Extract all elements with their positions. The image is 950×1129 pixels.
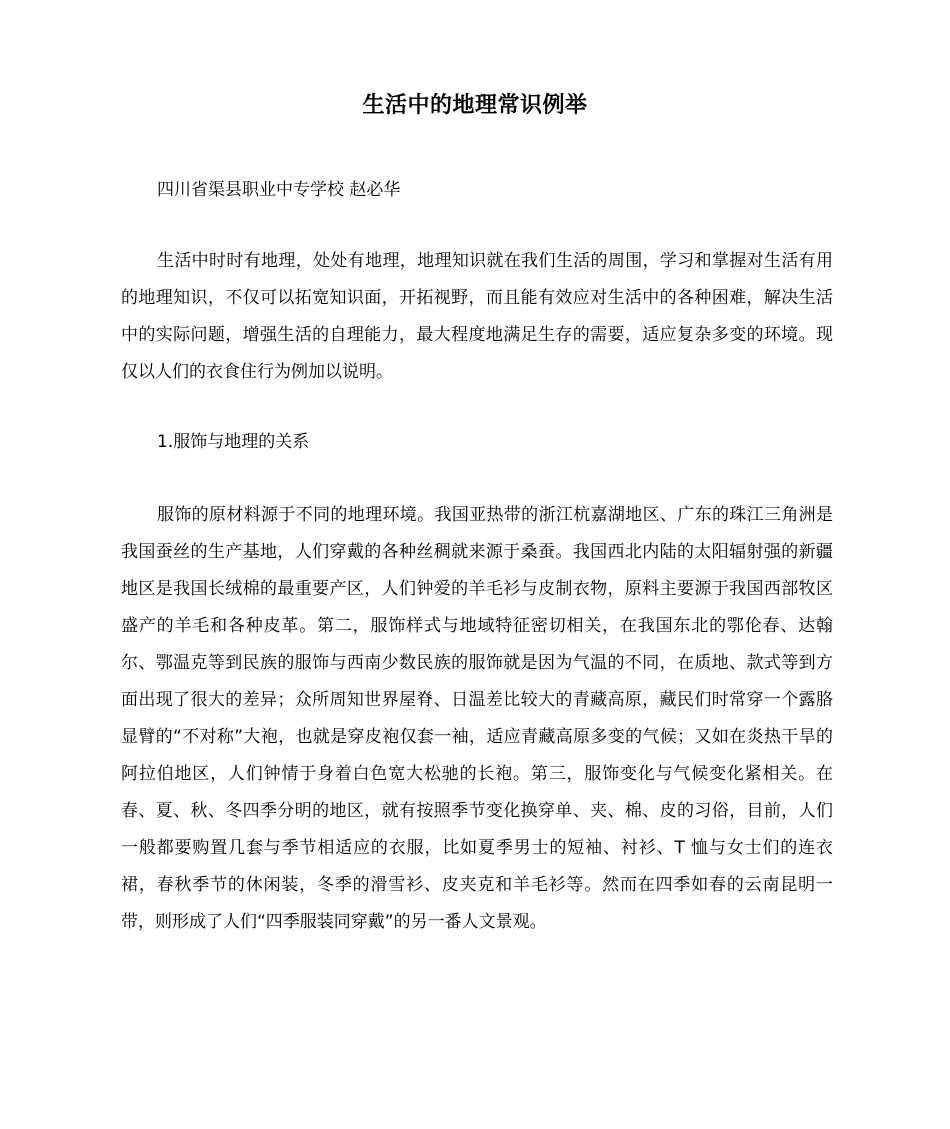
section-paragraph: 服饰的原材料源于不同的地理环境。我国亚热带的浙江杭嘉湖地区、广东的珠江三角洲是我国蚕丝的生产基地，人们穿戴的各种丝稠就来源于桑蚕。我国西北内陆的太阳辐射强的新疆地区是我国长绒棉的最重要产区，人们钟爱的羊毛衫与皮制衣物，原料主要源于我国西部牧区盛产的羊毛和各种皮革。第二，服饰样式与地域特征密切相关，在我国东北的鄂伦春、达翰尔、鄂温克等到民族的服饰与西南少数民族的服饰就是因为气温的不同，在质地、款式等到方面出现了很大的差异；众所周知世界屋脊、日温差比较大的青藏高原，藏民们时常穿一个露胳显臂的“不对称”大袍，也就是穿皮袍仅套一袖，适应青藏高原多变的气候；又如在炎热干旱的阿拉伯地区，人们钟情于身着白色宽大松驰的长袍。第三，服饰变化与气候变化紧相关。在春、夏、秋、冬四季分明的地区，就有按照季节变化换穿单、夹、棉、皮的习俗，目前，人们一般都要购置几套与季节相适应的衣服，比如夏季男士的短袖、衬衫、T 恤与女士们的连衣裙，春秋季节的休闲装，冬季的滑雪衫、皮夹克和羊毛衫等。然而在四季如春的云南昆明一带，则形成了人们“四季服装同穿戴”的另一番人文景观。 (121, 505, 833, 932)
author-line: 四川省渠县职业中专学校 赵必华 (157, 180, 401, 200)
intro-paragraph: 生活中时时有地理，处处有地理，地理知识就在我们生活的周围，学习和掌握对生活有用的地理知识，不仅可以拓宽知识面，开拓视野，而且能有效应对生活中的各种困难，解决生活中的实际问题，增强生活的自理能力，最大程度地满足生存的需要，适应复杂多变的环境。现仅以人们的衣食住行为例加以说明。 (121, 251, 833, 382)
section-heading: 1.服饰与地理的关系 (157, 432, 310, 452)
document-title: 生活中的地理常识例举 (362, 93, 588, 118)
